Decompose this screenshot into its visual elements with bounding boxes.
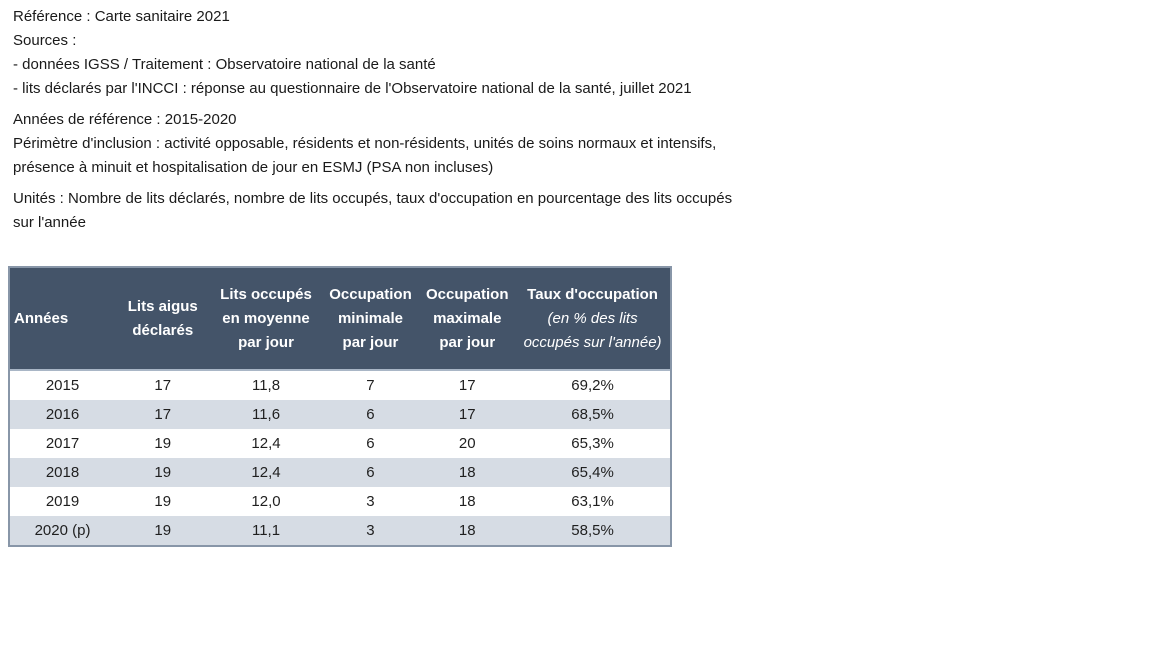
cell-occupied: 11,6 xyxy=(210,400,321,429)
cell-min: 6 xyxy=(366,435,375,452)
cell-rate: 69,2% xyxy=(571,377,614,394)
header-min-occupation: Occupation minimale par jour xyxy=(322,268,420,370)
cell-max: 17 xyxy=(458,377,476,394)
header-occupied: Lits occupés en moyenne par jour xyxy=(210,268,321,370)
cell-rate: 65,3% xyxy=(571,435,614,452)
cell-max: 18 xyxy=(419,458,515,487)
cell-beds: 19 xyxy=(115,516,210,545)
sources-label: Sources : xyxy=(13,32,77,49)
cell-rate: 65,4% xyxy=(515,458,670,487)
occupancy-table xyxy=(8,266,672,547)
cell-max: 17 xyxy=(419,400,515,429)
reference-text: Référence : Carte sanitaire 2021 xyxy=(13,8,230,25)
cell-max: 18 xyxy=(458,493,476,510)
cell-rate: 63,1% xyxy=(571,493,614,510)
cell-occupied: 11,8 xyxy=(251,377,281,394)
table-row xyxy=(10,458,670,487)
cell-year: 2019 xyxy=(45,493,80,510)
data-table xyxy=(10,268,670,545)
cell-min: 6 xyxy=(322,458,420,487)
cell-min: 3 xyxy=(322,516,420,545)
reference-years-text: Années de référence : 2015-2020 xyxy=(13,111,237,128)
cell-occupied: 12,4 xyxy=(251,435,281,452)
cell-min: 3 xyxy=(366,493,375,510)
cell-beds: 17 xyxy=(154,377,172,394)
cell-occupied: 12,4 xyxy=(210,458,321,487)
cell-year: 2020 (p) xyxy=(10,516,115,545)
cell-year: 2017 xyxy=(45,435,80,452)
units-text: Unités : Nombre de lits déclarés, nombre de lits occupés, taux d'occupation en pourcentage des lits occupés sur l'année xyxy=(13,190,733,231)
cell-year: 2015 xyxy=(45,377,80,394)
cell-max: 18 xyxy=(419,516,515,545)
perimeter-text: Périmètre d'inclusion : activité opposable, résidents et non-résidents, unités de soins normaux et intensifs, présence à minuit et hospitalisation de jour en ESMJ (PSA non incluses) xyxy=(13,135,717,176)
cell-beds: 19 xyxy=(154,493,172,510)
header-max-occupation: Occupation maximale par jour xyxy=(419,268,515,370)
table-row xyxy=(10,429,670,458)
table-row xyxy=(10,400,670,429)
header-years: Années xyxy=(10,268,115,370)
cell-min: 6 xyxy=(322,400,420,429)
header-beds: Lits aigus déclarés xyxy=(115,268,210,370)
cell-beds: 19 xyxy=(154,435,172,452)
cell-min: 7 xyxy=(366,377,375,394)
cell-beds: 19 xyxy=(115,458,210,487)
cell-year: 2018 xyxy=(10,458,115,487)
cell-rate: 68,5% xyxy=(515,400,670,429)
cell-occupied: 11,1 xyxy=(210,516,321,545)
table-row xyxy=(10,370,670,400)
table-header-row xyxy=(10,268,670,370)
cell-year: 2016 xyxy=(10,400,115,429)
cell-rate: 58,5% xyxy=(515,516,670,545)
source-item: - données IGSS / Traitement : Observatoire national de la santé xyxy=(13,56,436,73)
header-occupancy-rate: Taux d'occupation (en % des lits occupés sur l'année) xyxy=(515,268,670,370)
notes-block xyxy=(13,5,773,235)
cell-max: 20 xyxy=(458,435,476,452)
cell-occupied: 12,0 xyxy=(251,493,281,510)
table-row xyxy=(10,516,670,545)
source-item: - lits déclarés par l'INCCI : réponse au questionnaire de l'Observatoire national de la santé, juillet 2021 xyxy=(13,80,692,97)
cell-beds: 17 xyxy=(115,400,210,429)
table-row xyxy=(10,487,670,516)
